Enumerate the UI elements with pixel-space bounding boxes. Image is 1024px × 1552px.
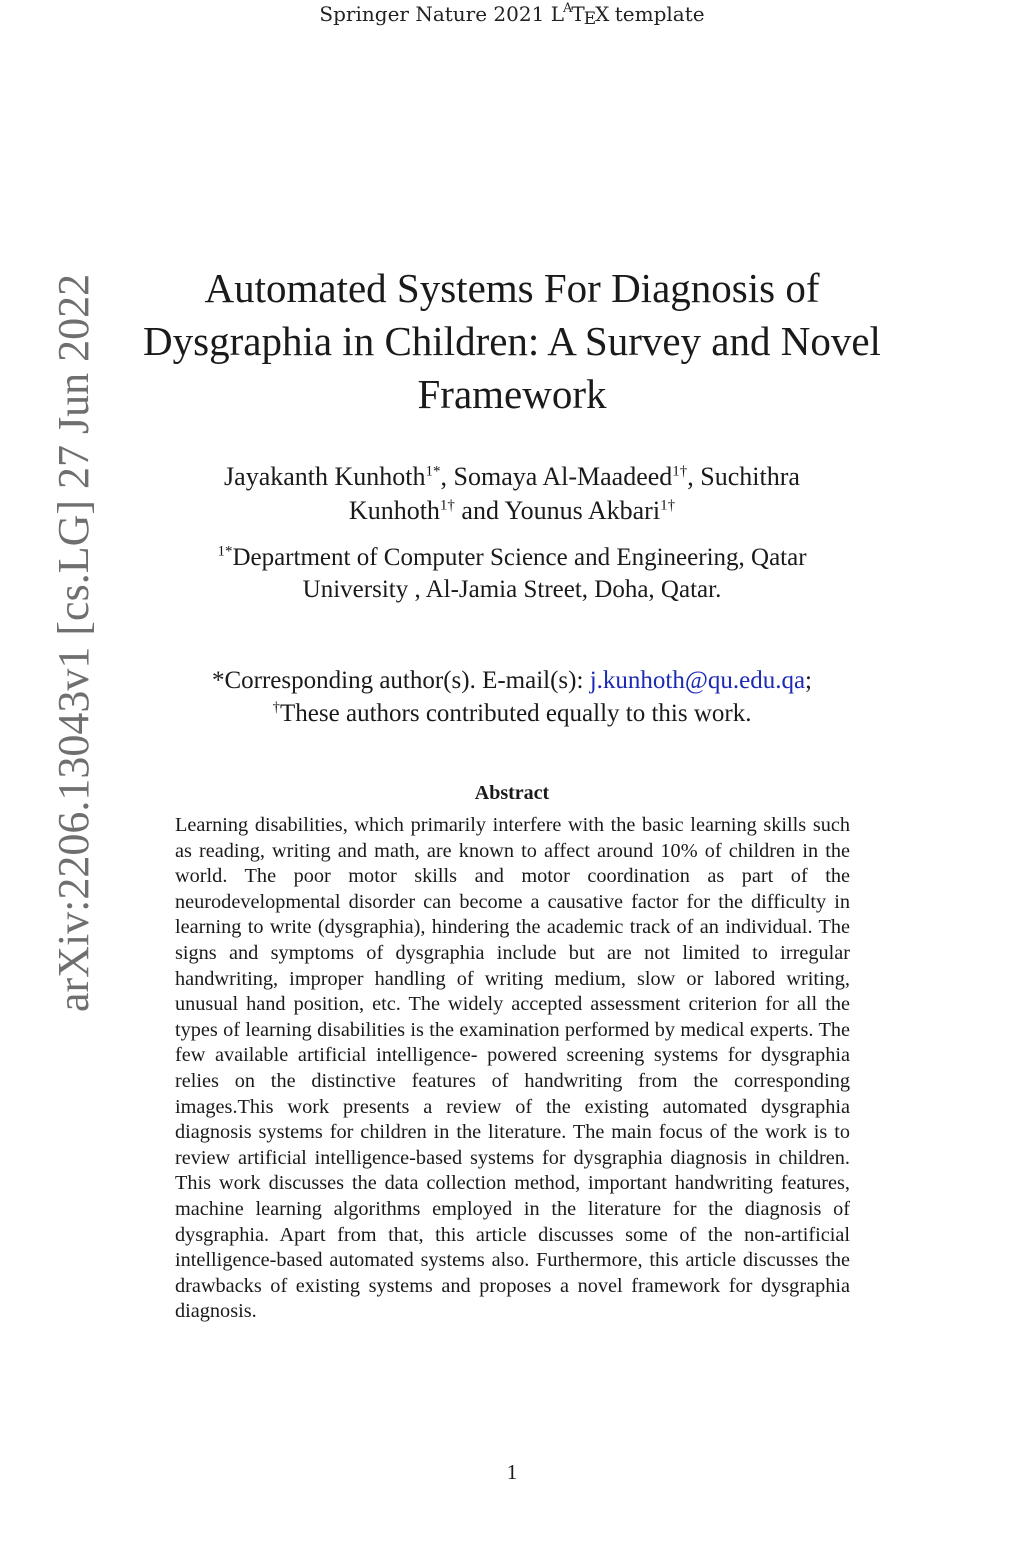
- author-mark: 1†: [439, 497, 455, 514]
- author-name: , Somaya Al-Maadeed: [440, 462, 673, 491]
- author-name: and Younus Akbari: [454, 496, 661, 525]
- affiliation-mark: 1*: [217, 543, 233, 560]
- title-line-3: Framework: [417, 371, 607, 417]
- title-line-2: Dysgraphia in Children: A Survey and Novel: [143, 318, 881, 364]
- email-link[interactable]: j.kunhoth@qu.edu.qa: [589, 667, 806, 694]
- arxiv-stamp: arXiv:2206.13043v1 [cs.LG] 27 Jun 2022: [49, 273, 98, 1012]
- latex-logo: $L^AT_EX$: [550, 1, 609, 29]
- abstract-body: Learning disabilities, which primarily interfere with the basic learning skills such as reading, writing and math, are known to affect around 10% of children in the world. The poor motor skills and motor coordination as part of the neurodevelopmental disorder can become a causative factor for the difficulty in learning to write (dysgraphia), hindering the academic track of an individual. The signs and symptoms of dysgraphia include but are not limited to irregular handwriting, improper handling of writing medium, slow or labored writing, unusual hand position, etc. The widely accepted assessment criterion for all the types of learning disabilities is the examination performed by medical experts. The few available artificial intelligence- powered screening systems for dysgraphia relies on the distinctive features of handwriting from the corresponding images.This work presents a review of the existing automated dysgraphia diagnosis systems for children in the literature. The main focus of the work is to review artificial intelligence-based systems for dysgraphia diagnosis in children. This work discusses the data collection method, important handwriting features, machine learning algorithms employed in the literature for the diagnosis of dysgraphia. Apart from that, this article discusses some of the non-artificial intelligence-based automated systems also. Furthermore, this article discusses the drawbacks of existing systems and proposes a novel framework for dysgraphia diagnosis.: [175, 814, 850, 1323]
- author-name: Kunhoth: [348, 496, 440, 525]
- page-number: 1: [506, 1460, 518, 1484]
- author-name: , Suchithra: [687, 462, 800, 491]
- affiliation-line-1: Department of Computer Science and Engineering, Qatar: [232, 544, 807, 571]
- author-list: [160, 460, 864, 528]
- author-name: Jayakanth Kunhoth: [224, 462, 426, 491]
- paper-title: [130, 262, 894, 421]
- equal-contribution-mark: †: [272, 699, 281, 716]
- author-mark: 1†: [672, 463, 688, 480]
- affiliation-line-2: University , Al-Jamia Street, Doha, Qatar.: [302, 576, 722, 603]
- abstract-heading: Abstract: [474, 782, 550, 804]
- title-line-1: Automated Systems For Diagnosis of: [204, 265, 820, 311]
- header-suffix: template: [614, 2, 705, 26]
- author-mark: 1*: [425, 463, 441, 480]
- author-mark: 1†: [660, 497, 676, 514]
- equal-contribution-note: These authors contributed equally to this work.: [280, 700, 752, 727]
- correspondence: *Corresponding author(s). E-mail(s): j.kunhoth@qu.edu.qa; †These authors contributed equally to this work.: [211, 667, 812, 727]
- correspondence-label: *Corresponding author(s). E-mail(s):: [211, 667, 590, 694]
- affiliation: [160, 542, 864, 606]
- running-header: [0, 2, 1024, 29]
- header-prefix: Springer Nature 2021: [319, 2, 545, 26]
